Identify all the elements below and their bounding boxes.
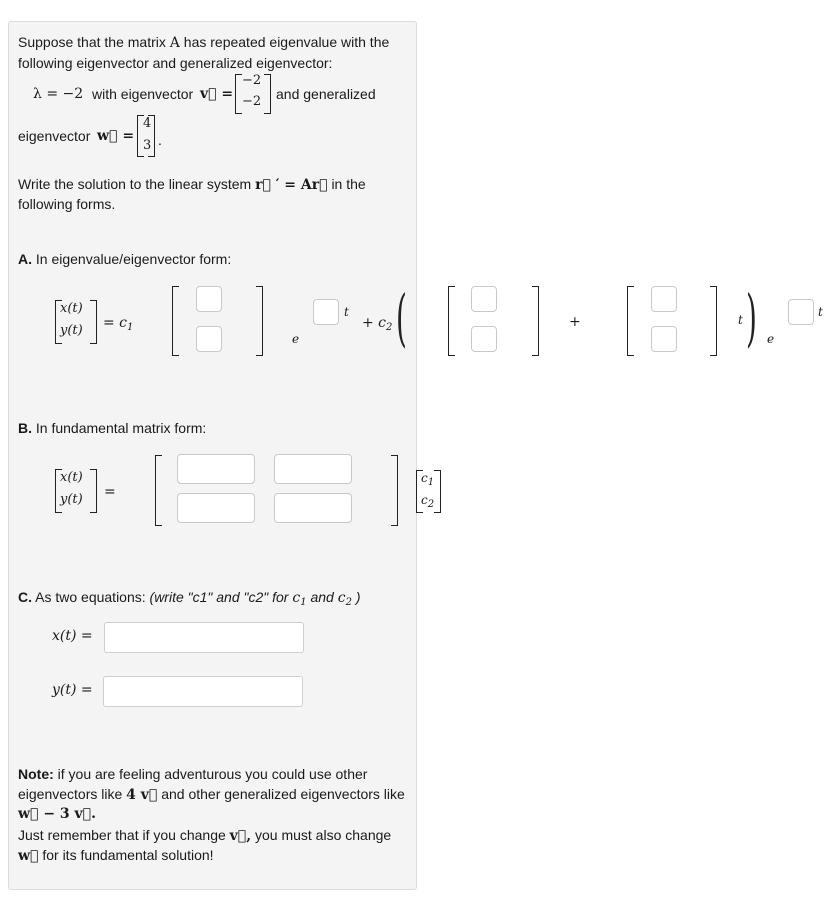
b-lhs-y: y(t) [60, 492, 83, 507]
a-lhs-x: x(t) [60, 301, 83, 316]
b-matrix-bracket-right [391, 455, 398, 526]
b-matrix-bracket-left [155, 455, 162, 526]
v-entry-2: −2 [242, 94, 262, 109]
a-vec1-bracket-left [172, 286, 179, 356]
b-matrix-22-input[interactable] [274, 493, 352, 523]
a-lhs-bracket-right [90, 300, 97, 344]
part-b-heading: B. In fundamental matrix form: [18, 420, 207, 436]
b-c1: $c_1$ [421, 471, 435, 488]
b-matrix-12-input[interactable] [274, 454, 352, 484]
a-exp-t-1: t [344, 305, 349, 319]
a-exponent-2-input[interactable] [788, 299, 814, 325]
a-exp-e-1: e [292, 332, 300, 346]
a-exp-e-2: e [767, 332, 775, 346]
b-matrix-21-input[interactable] [177, 493, 255, 523]
a-vec1-bracket-right [256, 286, 263, 356]
v-bracket-left [235, 74, 242, 114]
a-gen-1-input[interactable] [471, 286, 497, 312]
note-line-3: w⃗ − 3 v⃗. [18, 806, 96, 822]
w-symbol: w⃗ = [97, 128, 135, 144]
a-plus: + [569, 314, 581, 330]
a-mid-t: t [738, 313, 743, 327]
b-lhs-bracket-right [90, 469, 97, 513]
b-matrix-11-input[interactable] [177, 454, 255, 484]
a-gen-2-input[interactable] [471, 326, 497, 352]
b-c-bracket-right [434, 470, 441, 513]
a-exp-t-2: t [818, 305, 823, 319]
intro-line-2: following eigenvector and generalized eigenvector: [18, 55, 333, 71]
task-line-1: Write the solution to the linear system r⃗ ′ = Ar⃗ in the [18, 176, 366, 193]
a-vec3-bracket-left [627, 286, 634, 356]
part-c-heading: C. As two equations: (write "c1" and "c2" for $c_1$ and $c_2$ ) [18, 589, 361, 608]
a-gen-t-1-input[interactable] [651, 286, 677, 312]
a-vec2-bracket-left [448, 286, 455, 356]
a-eigvec-1-input[interactable] [196, 286, 222, 312]
b-equals: = [104, 484, 116, 500]
note-line-4: Just remember that if you change v⃗, you must also change [18, 827, 392, 844]
c-y-input[interactable] [103, 676, 303, 707]
w-period: . [158, 132, 162, 148]
note-line-5: w⃗ for its fundamental solution! [18, 847, 214, 864]
a-exponent-1-input[interactable] [313, 299, 339, 325]
note-line-2: eigenvectors like 4 v⃗ and other generalized eigenvectors like [18, 786, 405, 803]
a-gen-t-2-input[interactable] [651, 326, 677, 352]
intro-line-1: Suppose that the matrix A has repeated eigenvalue with the [18, 34, 390, 51]
v-bracket-right [264, 74, 271, 114]
with-eigenvector-text: with eigenvector [92, 86, 194, 102]
b-lhs-x: x(t) [60, 470, 83, 485]
b-c2: $c_2$ [421, 493, 435, 510]
a-eq-c1: = $c_1$ [103, 315, 134, 333]
and-generalized-text: and generalized [276, 86, 376, 102]
note-line-1: Note: if you are feeling adventurous you could use other [18, 766, 368, 782]
eigenvalue: λ = −2 [33, 86, 84, 102]
part-a-heading: A. In eigenvalue/eigenvector form: [18, 251, 232, 267]
task-line-2: following forms. [18, 196, 116, 212]
v-symbol: v⃗ = [200, 86, 234, 102]
c-y-label: y(t) = [52, 682, 93, 698]
eigenvector-w-text: eigenvector [18, 128, 91, 144]
a-plus-c2: + $c_2$ [362, 315, 393, 333]
w-entry-2: 3 [143, 138, 152, 153]
a-vec2-bracket-right [532, 286, 539, 356]
a-close-paren: ) [746, 281, 757, 354]
a-vec3-bracket-right [710, 286, 717, 356]
a-lhs-y: y(t) [60, 323, 83, 338]
w-bracket-right [148, 115, 155, 157]
v-entry-1: −2 [242, 73, 262, 88]
c-x-label: x(t) = [52, 628, 93, 644]
a-eigvec-2-input[interactable] [196, 326, 222, 352]
w-entry-1: 4 [143, 116, 152, 131]
a-open-paren: ( [396, 281, 407, 354]
c-x-input[interactable] [104, 622, 304, 653]
